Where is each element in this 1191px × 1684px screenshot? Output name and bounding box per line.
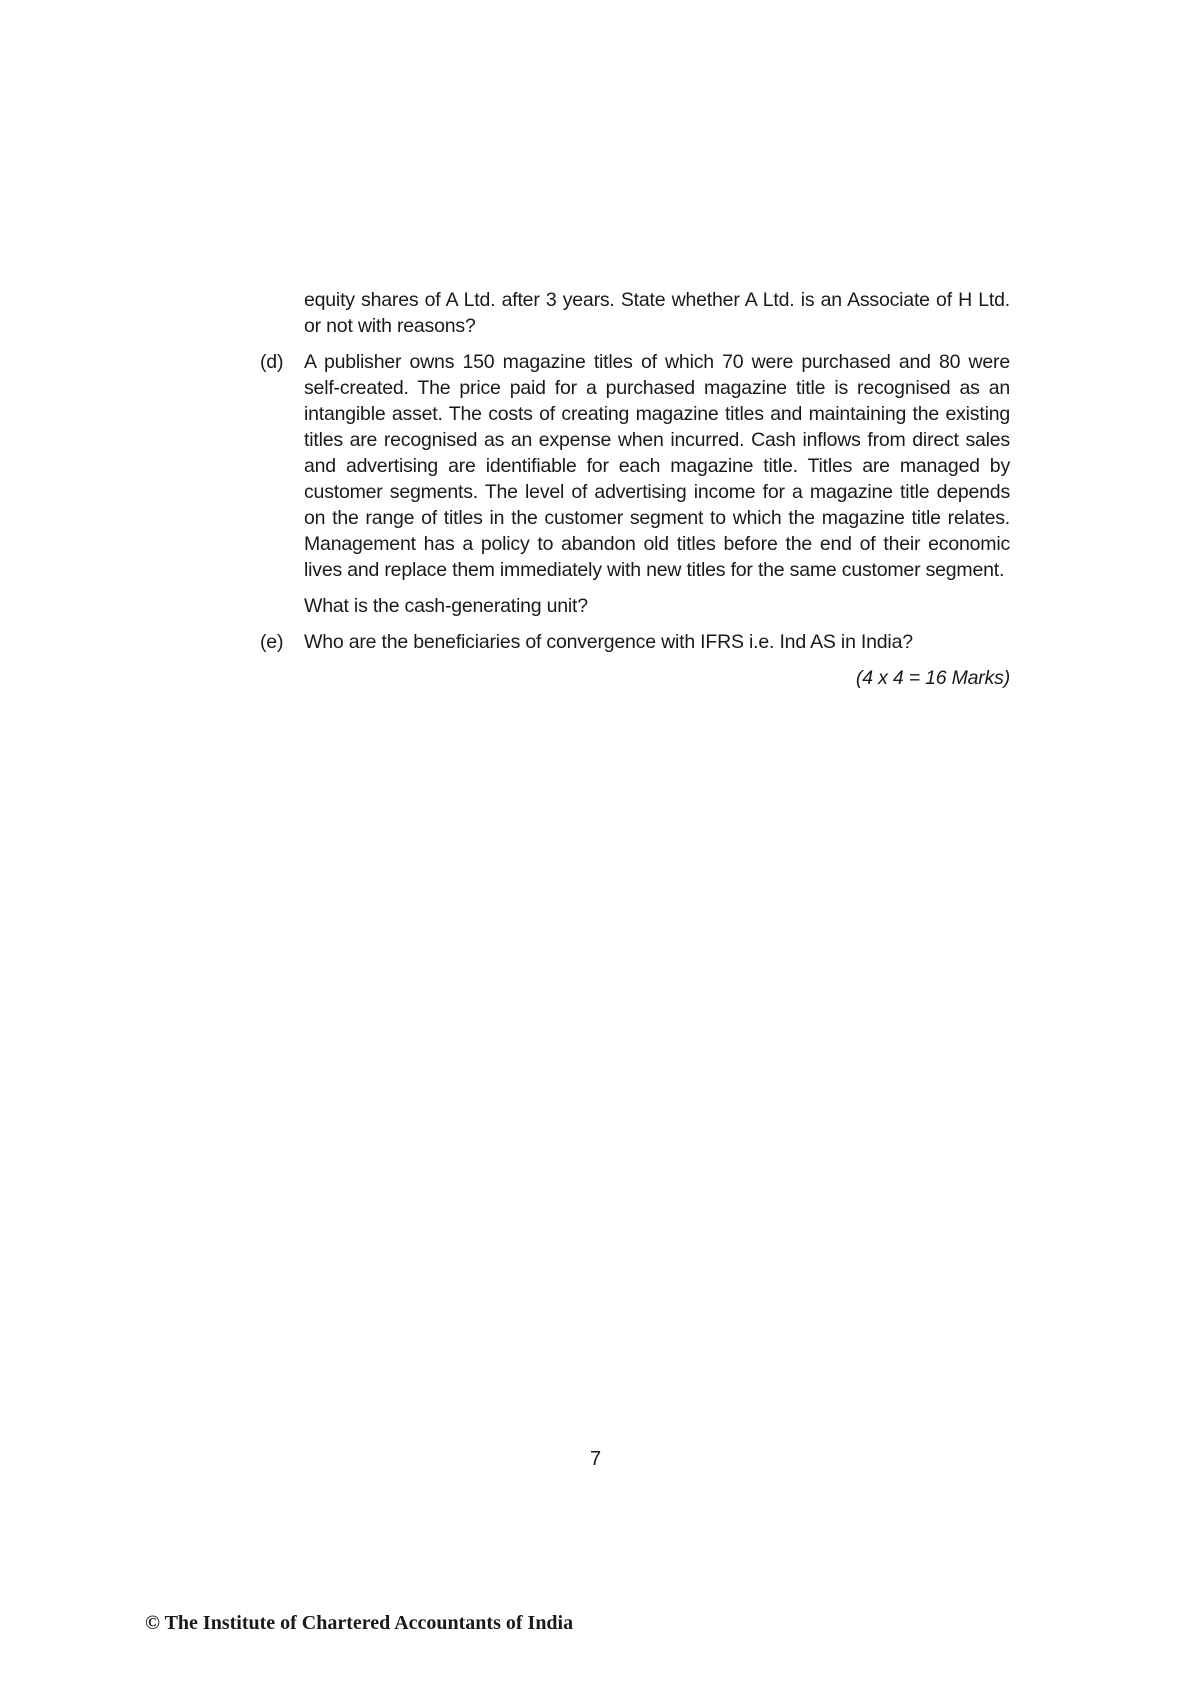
question-content: [260, 287, 1010, 691]
question-item-e: [260, 629, 1010, 655]
item-followup: What is the cash-generating unit?: [304, 595, 588, 617]
item-text: A publisher owns 150 magazine titles of which 70 were purchased and 80 were self-created. The price paid for a purchased magazine title is recognised as an intangible asset. The costs of creating magazine titles and maintaining the existing titles are recognised as an expense when incurred. Cash inflows from direct sales and advertising are identifiable for each magazine title. Titles are managed by customer segments. The level of advertising income for a magazine title depends on the range of titles in the customer segment to which the magazine title relates. Management has a policy to abandon old titles before the end of their economic lives and replace them immediately with new titles for the same customer segment.: [304, 351, 1010, 581]
item-text: Who are the beneficiaries of convergence with IFRS i.e. Ind AS in India?: [304, 631, 913, 653]
continuation-paragraph: equity shares of A Ltd. after 3 years. State whether A Ltd. is an Associate of H Ltd. or not with reasons?: [304, 289, 1010, 337]
page-number: 7: [589, 1448, 602, 1470]
item-label: (e): [260, 631, 284, 653]
marks-allocation: (4 x 4 = 16 Marks): [855, 667, 1010, 689]
question-item-d: [260, 349, 1010, 583]
copyright-footer: © The Institute of Chartered Accountants of India: [145, 1612, 574, 1634]
item-label: (d): [260, 351, 284, 373]
